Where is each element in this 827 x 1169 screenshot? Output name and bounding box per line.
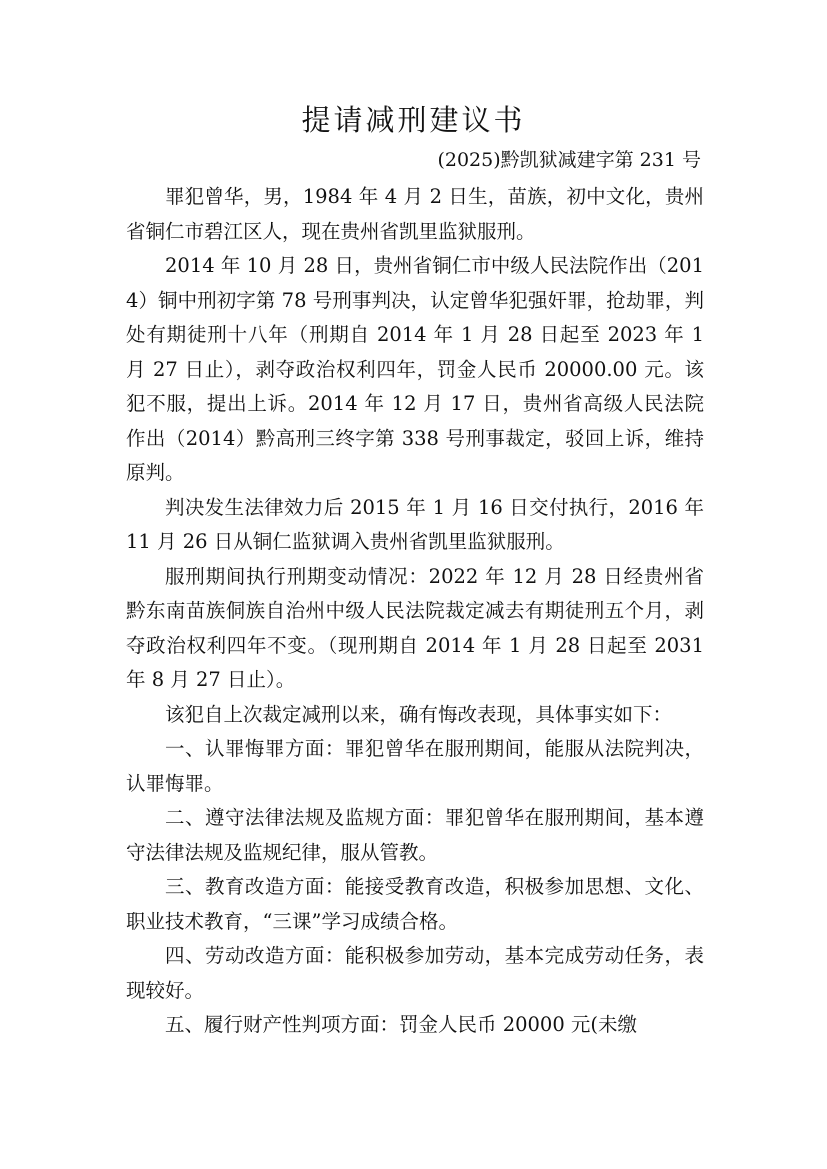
document-number: (2025)黔凯狱减建字第 231 号 [437,149,701,171]
paragraph-law-compliance: 二、遵守法律法规及监规方面：罪犯曾华在服刑期间，基本遵守法律法规及监规纪律，服从管教。 [126,806,704,864]
paragraph-criminal-info: 罪犯曾华，男，1984 年 4 月 2 日生，苗族，初中文化，贵州省铜仁市碧江区人，现在贵州省凯里监狱服刑。 [126,185,704,243]
paragraph-facts-intro: 该犯自上次裁定减刑以来，确有悔改表现，具体事实如下： [165,702,673,726]
paragraph-original-judgment: 2014 年 10 月 28 日，贵州省铜仁市中级人民法院作出（2014）铜中刑初字第 78 号刑事判决，认定曾华犯强奸罪，抢劫罪，判处有期徒刑十八年（刑期自 2014 年 1 月 28 日起至 2023 年 1 月 27 日止），剥夺政治权利四年，罚金人民币 20000.00 元。该犯不服，提出上诉。2014 年 12 月 17 日，贵州省高级人民法院作出（2014）黔高刑三终字第 338 号刑事裁定，驳回上诉，维持原判。 [126,254,704,484]
paragraph-labor: 四、劳动改造方面：能积极参加劳动，基本完成劳动任务，表现较好。 [126,944,704,1002]
paragraph-execution: 判决发生法律效力后 2015 年 1 月 16 日交付执行，2016 年 11 月 26 日从铜仁监狱调入贵州省凯里监狱服刑。 [126,495,704,553]
paragraph-sentence-changes: 服刑期间执行刑期变动情况：2022 年 12 月 28 日经贵州省黔东南苗族侗族自治州中级人民法院裁定减去有期徒刑五个月，剥夺政治权利四年不变。（现刑期自 2014 年 1 月 28 日起至 2031 年 8 月 27 日止）。 [126,564,704,691]
document-title: 提请减刑建议书 [301,103,526,137]
document-body [126,180,704,1043]
paragraph-education: 三、教育改造方面：能接受教育改造，积极参加思想、文化、职业技术教育，“三课”学习成绩合格。 [126,875,704,933]
paragraph-remorse: 一、认罪悔罪方面：罪犯曾华在服刑期间，能服从法院判决，认罪悔罪。 [126,737,704,795]
paragraph-property-penalty: 五、履行财产性判项方面：罚金人民币 20000 元(未缴 [165,1013,638,1036]
